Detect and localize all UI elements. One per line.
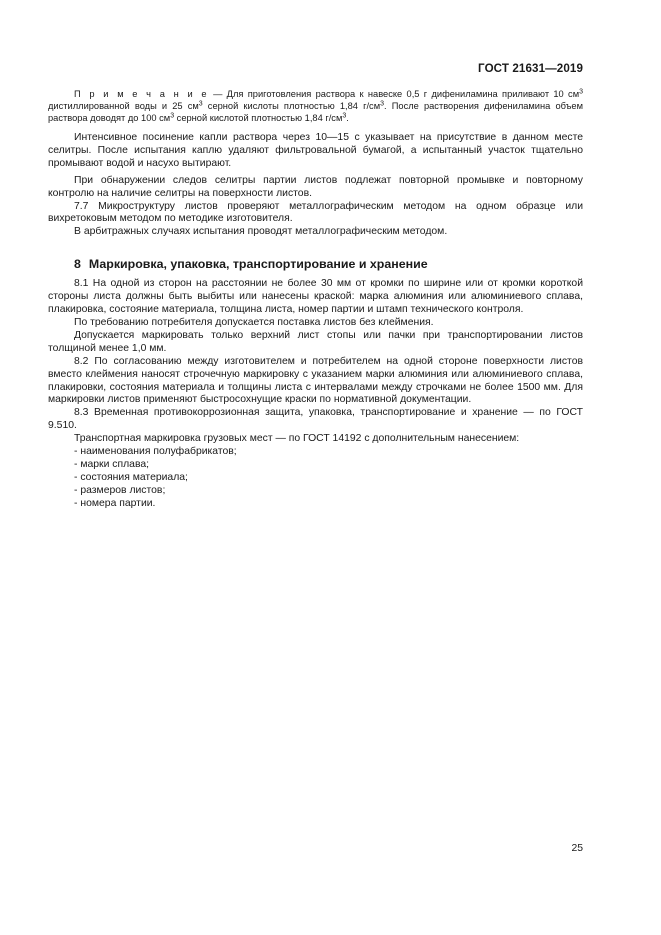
- list-item: - номера партии.: [74, 497, 156, 509]
- note-label: П р и м е ч а н и е: [74, 89, 209, 99]
- section-title: Маркировка, упаковка, транспортирование и хранение: [88, 257, 428, 272]
- body-paragraph: 8.2 По согласованию между изготовителем и потребителем на одной стороне поверхности листов вместо клеймения наносят строчечную маркировку с указанием марки алюминия или алюминиевого сплава, плакировки, состояния материала и толщины листа с интервалами между строчками не более 1500 мм. Для маркировки листов применяют быстросохнущие краски по нормативной документации.: [48, 355, 583, 406]
- note-text-1: — Для приготовления раствора к навеске 0,5 г дифениламина приливают 10 см: [208, 89, 580, 99]
- list-item: - наименования полуфабрикатов;: [74, 446, 237, 458]
- list-item: - состояния материала;: [74, 471, 188, 483]
- body-paragraph: По требованию потребителя допускается поставка листов без клеймения.: [74, 316, 434, 328]
- note-paragraph: [48, 88, 583, 124]
- section-number: 8: [74, 257, 81, 272]
- body-paragraph: В арбитражных случаях испытания проводят металлографическим методом.: [74, 226, 448, 238]
- note-text-3: серной кислоты плотностью 1,84 г/см: [202, 101, 381, 111]
- section-heading: [74, 257, 583, 271]
- note-sup-4: 3: [170, 112, 175, 120]
- page-number: 25: [571, 843, 583, 854]
- body-paragraph: Транспортная маркировка грузовых мест — по ГОСТ 14192 с дополнительным нанесением:: [74, 433, 520, 445]
- body-paragraph: 7.7 Микроструктуру листов проверяют металлографическим методом на одном образце или вихретоковым методом по методике изготовителя.: [48, 200, 583, 225]
- body-paragraph: Допускается маркировать только верхний лист стопы или пачки при транспортировании листов толщиной менее 1,0 мм.: [48, 329, 583, 354]
- note-sup-1: 3: [579, 88, 583, 96]
- note-sup-5: 3: [342, 112, 347, 120]
- page-content: [48, 88, 583, 511]
- body-paragraph: 8.3 Временная противокоррозионная защита, упаковка, транспортирование и хранение — по ГОСТ 9.510.: [48, 407, 583, 432]
- note-text-2: дистиллированной воды и 25 см: [48, 101, 199, 111]
- note-text-4: . После растворения дифениламина объем раствора доводят до 100 см: [48, 101, 583, 123]
- note-sup-3: 3: [380, 100, 385, 108]
- body-paragraph: При обнаружении следов селитры партии листов подлежат повторной промывке и повторному контролю на наличие селитры на поверхности листов.: [48, 174, 583, 199]
- list-item: - марки сплава;: [74, 458, 150, 470]
- note-text-6: .: [346, 113, 349, 123]
- note-text-5: серной кислотой плотностью 1,84 г/см: [174, 113, 343, 123]
- note-sup-2: 3: [198, 100, 203, 108]
- body-paragraph: 8.1 На одной из сторон на расстоянии не более 30 мм от кромки по ширине или от кромки короткой стороны листа должны быть выбиты или нанесены краской: марка алюминия или алюминиевого сплава, плакировка, состояние материала, толщина листа, номер партии и штамп технического контроля.: [48, 278, 583, 316]
- list-item: - размеров листов;: [74, 484, 166, 496]
- document-code-header: ГОСТ 21631—2019: [478, 62, 583, 75]
- body-paragraph: Интенсивное посинение капли раствора через 10—15 с указывает на присутствие в данном месте селитры. После испытания каплю удаляют фильтровальной бумагой, а испытанный участок тщательно промывают водой и насухо вытирают.: [48, 132, 583, 169]
